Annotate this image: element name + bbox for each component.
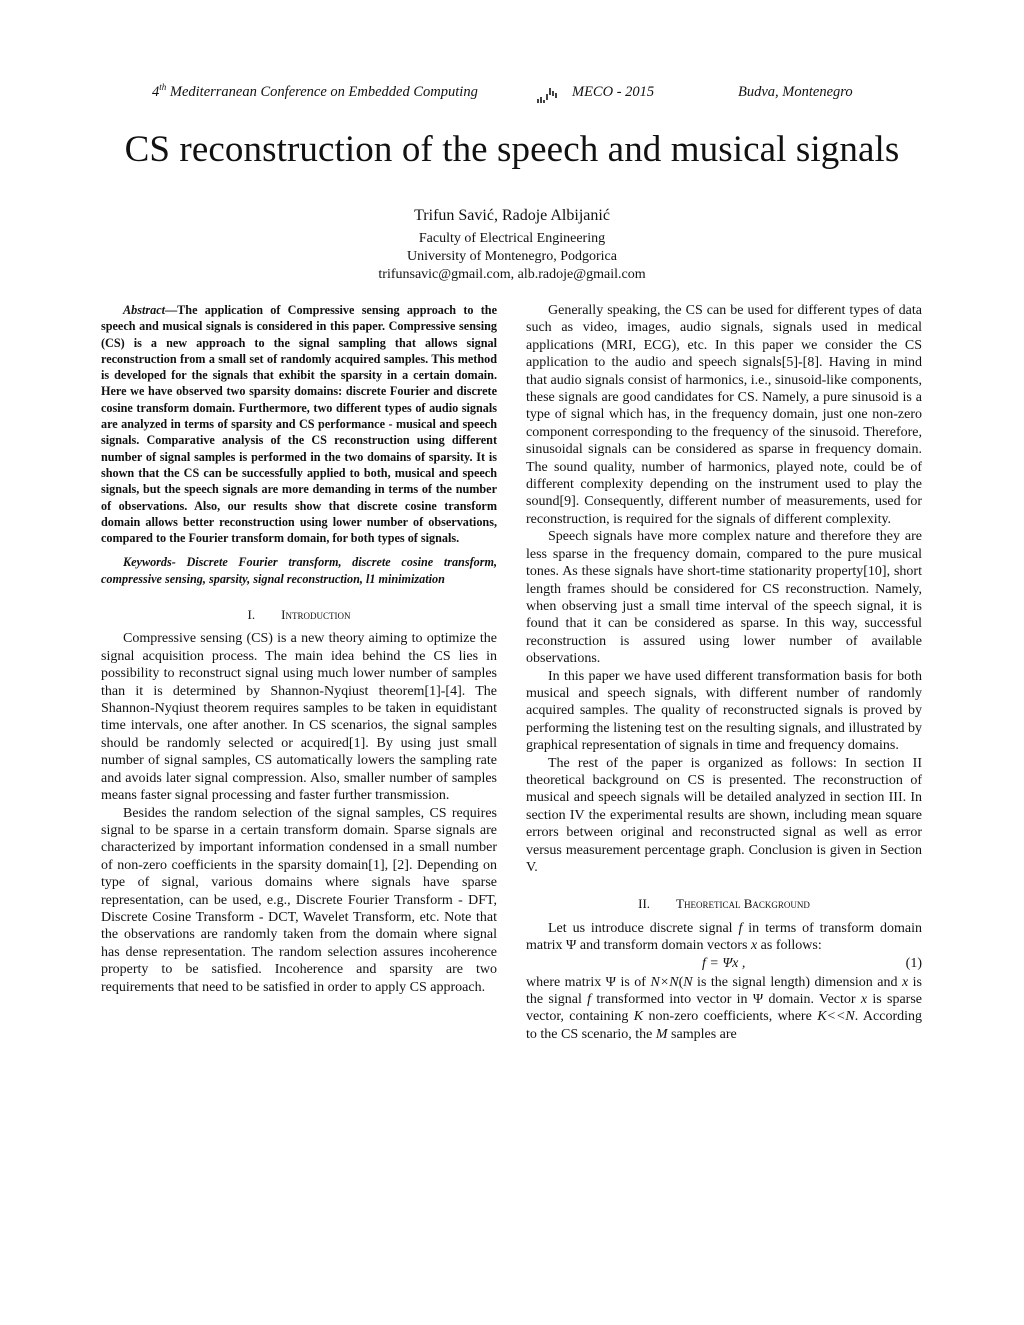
abstract-label: Abstract (123, 303, 165, 317)
affiliation-university: University of Montenegro, Podgorica (407, 249, 617, 264)
section-title: Introduction (281, 607, 351, 623)
abstract-text: The application of Compressive sensing approach to the speech and musical signals is considered in this paper. Compressive sensing (CS) is a new approach to the signal sampling that allows signal reconstruction from a small set of randomly acquired samples. This method is developed for the signals that exhibit the sparsity in a certain domain. Here we have observed two sparsity domains: discrete Fourier and discrete cosine transform domain. Furthermore, two different types of audio signals are analyzed in terms of sparsity and CS performance - musical and speech signals. Comparative analysis of the CS reconstruction using different number of signal samples is performed in the two domains of sparsity. It is shown that the CS can be successfully applied to both, musical and speech signals, but the speech signals are more demanding in terms of the number of observations. Also, our results show that discrete cosine transform domain allows better reconstruction using lower number of observations, compared to the Fourier transform domain, for both types of signals. (101, 303, 497, 546)
meco-label: MECO - 2015 (572, 84, 655, 100)
conference-ordinal: 4 (152, 84, 160, 100)
text-run: Let us introduce discrete signal (548, 920, 739, 936)
affiliation-faculty: Faculty of Electrical Engineering (418, 231, 606, 246)
author-block (0, 207, 1024, 284)
math-var: K (633, 1009, 644, 1025)
section-title: Theoretical Background (676, 896, 810, 912)
math-var: N (683, 974, 693, 990)
math-var: f (587, 992, 592, 1008)
section-number: II. (638, 896, 651, 912)
section-heading-introduction (101, 606, 497, 623)
abstract-dash: — (164, 303, 178, 317)
math-var: x (750, 938, 758, 954)
text-run: as follows: (757, 938, 822, 954)
math-var: x (901, 974, 909, 990)
text-run: transformed into vector in Ψ domain. Vector (591, 992, 861, 1008)
right-column (526, 302, 922, 1043)
math-var: f (738, 920, 743, 936)
paragraph: Compressive sensing (CS) is a new theory aiming to optimize the signal acquisition process. The main idea behind the CS lies in possibility to reconstruct signal using much lower number of samples than it is determined by Shannon-Nyqiust theorem[1]-[4]. The Shannon-Nyqiust theorem requires samples to be taken in equidistant time intervals, one after another. In CS scenarios, the signal samples should be randomly selected or acquired[1]. By using just small number of signal samples, CS automatically lowers the sampling rate and avoids later signal compression. Also, smaller number of samples means faster signal processing and faster further transmission. (101, 631, 497, 804)
paragraph: Besides the random selection of the signal samples, CS requires signal to be sparse in a certain transform domain. Sparse signals are characterized by important information condensed in a small number of non-zero coefficients in the sparsity domain[1], [2]. Depending on type of signal, various domains where signals have sparse representation, can be used, e.g., Discrete Fourier Transform - DFT, Discrete Cosine Transform - DCT, Wavelet Transform, etc. Note that the observations are randomly taken from the domain where signal has dense representation. The random selection assures incoherence property to be satisfied. Incoherence and sparsity are two requirements that need to be satisfied in order to apply CS approach. (101, 805, 497, 995)
section-number: I. (247, 607, 256, 623)
left-column (101, 302, 497, 996)
text-run: non-zero coefficients, where (643, 1009, 818, 1025)
math-var: N×N (650, 974, 679, 990)
text-run: ( (678, 974, 684, 990)
text-run: where matrix Ψ is of (526, 974, 651, 990)
conference-name (152, 84, 478, 101)
keywords: Keywords- Discrete Fourier transform, discrete cosine transform, compressive sensing, sparsity, signal reconstruction, l1 minimization (101, 555, 497, 586)
text-run: is sparse vector, containing (526, 992, 923, 1025)
text-run: samples are (667, 1026, 737, 1042)
text-run: is the signal (526, 974, 922, 1008)
conference-location: Budva, Montenegro (738, 84, 853, 100)
section-heading-theoretical-background (526, 895, 922, 912)
math-var: x (860, 992, 868, 1008)
paragraph (526, 920, 922, 955)
math-var: K<<N (817, 1009, 855, 1025)
equation-expression: f = Ψx , (702, 955, 746, 971)
text-run: is the signal length) dimension and (692, 974, 902, 990)
author-emails[interactable]: trifunsavic@gmail.com, alb.radoje@gmail.com (378, 267, 646, 282)
math-var: M (655, 1026, 668, 1042)
paragraph (526, 974, 922, 1044)
author-names: Trifun Savić, Radoje Albijanić (414, 207, 610, 224)
conference-ordinal-suffix: th (159, 82, 167, 93)
meco-logo-icon (536, 86, 560, 104)
equation-1 (526, 955, 922, 974)
paragraph: Generally speaking, the CS can be used for different types of data such as video, images, audio signals, signals used in medical applications (MRI, ECG), etc. In this paper we consider the CS application to the audio and speech signals[5]-[8]. Having in mind that audio signals consist of harmonics, i.e., sinusoid-like components, these signals are good candidates for CS. Namely, a pure sinusoid is a type of signal which has, in the frequency domain, just one non-zero component corresponding to the frequency of the sinusoid. Therefore, sinusoidal signals can be considered as sparse in frequency domain. The sound quality, number of harmonics, played note, could be of different complexity depending on the instrument used to play the sound[9]. Consequently, different number of measurements, used for reconstruction, is required for the signals of different complexity. (526, 303, 922, 527)
conference-title: Mediterranean Conference on Embedded Computing (166, 84, 478, 100)
paragraph: The rest of the paper is organized as follows: In section II theoretical background on CS is presented. The reconstruction of musical and speech signals will be detailed analyzed in section III. In section IV the experimental results are shown, including mean square errors between original and reconstructed signal as well as error versus measurement percentage graph. Conclusion is given in Section V. (526, 755, 922, 875)
paragraph: In this paper we have used different transformation basis for both musical and speech signals, with different number of randomly acquired samples. The quality of reconstructed signals is proved by performing the listening test on the resulting signals, and illustrated by graphical representation of signals in time and frequency domains. (526, 668, 922, 754)
paper-title: CS reconstruction of the speech and musical signals (124, 129, 900, 170)
text-run: . According to the CS scenario, the (526, 1009, 922, 1042)
text-run: in terms of transform domain matrix Ψ and transform domain vectors (526, 920, 922, 954)
abstract (101, 302, 497, 546)
paragraph: Speech signals have more complex nature and therefore they are less sparse in the frequency domain, compared to the pure musical tones. As these signals have short-time stationarity property[10], short length frames should be considered for CS reconstruction. Namely, when observing just a small time interval of the speech signal, it is found that it can be considered as sparse. In this way, successful reconstruction is assured using lower number of available observations. (526, 529, 922, 667)
equation-number: (1) (905, 955, 922, 971)
running-header (0, 84, 1024, 106)
